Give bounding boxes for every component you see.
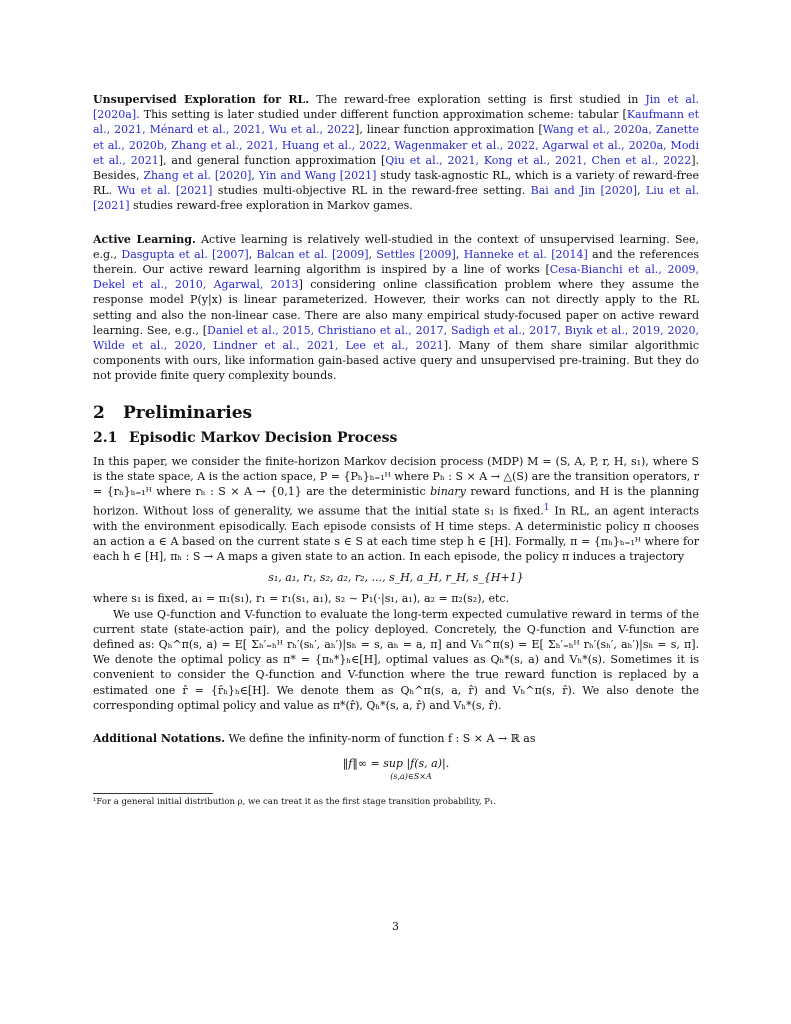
paragraph-text: studies multi-objective RL in the reward-free setting. (217, 184, 526, 198)
paragraph-text: study task-agnostic RL, which is a variety of reward-free RL. (93, 169, 700, 198)
paragraph-additional-notations (93, 731, 699, 746)
footnote: ¹For a general initial distribution ρ, we can treat it as the first stage transition probability, P₁. (93, 796, 497, 807)
paragraph-heading: Additional Notations. (93, 731, 226, 745)
subsection-heading (93, 431, 699, 446)
paragraph-text: ], and general function approximation [ (158, 153, 386, 167)
paragraph-heading: Unsupervised Exploration for RL. (93, 93, 310, 106)
citation-link[interactable]: Cesa-Bianchi et al., 2009, Dekel et al., 2010, Agarwal, 2013 (93, 263, 699, 292)
page-number: 3 (392, 920, 399, 933)
paragraph-text: We define the infinity-norm of function f : S × A → ℝ as (228, 731, 536, 745)
paragraph-trajectory-follow: where s₁ is fixed, a₁ = π₁(s₁), r₁ = r₁(s₁, a₁), s₂ ∼ P₁(·|s₁, a₁), a₂ = π₂(s₂), etc. (93, 592, 510, 606)
citation-link[interactable]: Kaufmann et al., 2021, Ménard et al., 2021, Wu et al., 2022 (93, 108, 699, 137)
citation-link[interactable]: Dasgupta et al. [2007] (121, 247, 249, 261)
paragraph-text: , (368, 247, 373, 261)
footnote-marker[interactable]: 1 (543, 501, 550, 513)
paragraph-text: , (248, 247, 253, 261)
subsection-title: Episodic Markov Decision Process (129, 429, 398, 446)
section-heading (93, 402, 699, 423)
paragraph-text: In RL, an agent interacts with the environment episodically. Each episode consists of H time steps. A deterministic policy π chooses an action a ∈ A based on the current state s ∈ S at each time step h ∈ [H]. Formally, π = {πₕ}ₕ₌₁ᴴ where for each h ∈ [H], πₕ : S → A maps a given state to an action. In each episode, the policy π induces a trajectory (93, 504, 699, 563)
equation-main: ‖f‖∞ = sup |f(s, a)|. (342, 757, 450, 771)
paragraph-q-v-functions: We use Q-function and V-function to evaluate the long-term expected cumulative reward in terms of the current state (state-action pair), and the policy deployed. Concretely, the Q-function and V-function are defined as: Qₕ^π(s, a) = E[ Σₕ′₌ₕᴴ rₕ′(sₕ′, aₕ′)|sₕ = s, aₕ = a, π] and Vₕ^π(s) = E[ Σₕ′₌ₕᴴ rₕ′(sₕ′, aₕ′)|sₕ = s, π]. We denote the optimal policy as π* = {πₕ*}ₕ∈[H], optimal values as Qₕ*(s, a) and Vₕ*(s). Sometimes it is convenient to consider the Q-function and V-function where the true reward function is replaced by a estimated one r̂ = {r̂ₕ}ₕ∈[H]. We denote them as Qₕ^π(s, a, r̂) and Vₕ^π(s, r̂). We also denote the corresponding optimal policy and value as π*(r̂), Qₕ*(s, a, r̂) and Vₕ*(s, r̂). (93, 607, 699, 712)
paragraph-text: ], linear function approximation [ (355, 123, 543, 137)
paragraph-text: Active learning is relatively well-studied in the context of unsupervised learning. See, e.g., (93, 232, 700, 261)
section-title: Preliminaries (123, 402, 253, 423)
equation-subscript: (s,a)∈S×A (390, 772, 432, 782)
subsection-number: 2.1 (93, 429, 118, 446)
paragraph-text: , (251, 169, 255, 183)
citation-link[interactable]: Zhang et al. [2020] (143, 169, 252, 183)
citation-link[interactable]: Hanneke et al. [2014] (463, 247, 588, 261)
citation-link[interactable]: Wu et al. [2021] (117, 184, 213, 198)
infinity-norm-equation (93, 756, 699, 784)
paragraph-unsupervised-exploration (93, 92, 699, 214)
citation-link[interactable]: Daniel et al., 2015, Christiano et al., 2017, Sadigh et al., 2017, Bıyık et al., 2019, 2020, Wilde et al., 2020, Lindner et al., 2021, Lee et al., 2021 (93, 323, 699, 353)
citation-link[interactable]: Balcan et al. [2009] (256, 247, 369, 261)
paragraph-heading: Active Learning. (93, 232, 196, 246)
paragraph-mdp-definition (93, 454, 699, 564)
page-body (93, 92, 699, 808)
paragraph-text: studies reward-free exploration in Markov games. (133, 199, 413, 213)
paragraph-text: ]. Many of them share similar algorithmic components with ours, like information gain-based active query and unsupervised pre-training. But they do not provide finite query complexity bounds. (93, 339, 699, 383)
citation-link[interactable]: Settles [2009] (376, 247, 456, 261)
paragraph-text: reward functions, and H is the planning horizon. Without loss of generality, we assume that the initial state s₁ is fixed. (93, 485, 699, 518)
citation-link[interactable]: Liu et al. [2021] (93, 184, 700, 213)
paragraph-text: ] considering online classification problem where they assume the response model P(y|x) is linear parameterized. However, their works can not directly apply to the RL setting and also the non-linear case. There are also many empirical study-focused paper on active reward learning. See, e.g., [ (93, 278, 699, 337)
paragraph-text: In this paper, we consider the finite-horizon Markov decision process (MDP) M = (S, A, P, r, H, s₁), where S is the state space, A is the action space, P = {Pₕ}ₕ₌₁ᴴ where Pₕ : S × A → △(S) are the transition operators, r = {rₕ}ₕ₌₁ᴴ where rₕ : S × A → {0,1} are the deterministic (93, 455, 699, 499)
paragraph-text: . This setting is later studied under different function approximation scheme: tabular [ (136, 108, 627, 122)
paragraph-text: The reward-free exploration setting is first studied in (316, 93, 639, 106)
citation-link[interactable]: Yin and Wang [2021] (258, 169, 377, 183)
citation-link[interactable]: Jin et al. [2020a] (93, 93, 700, 122)
paragraph-text: , (455, 247, 460, 261)
section-number: 2 (93, 402, 105, 423)
citation-link[interactable]: Bai and Jin [2020] (530, 184, 638, 198)
paragraph-text: ]. Besides, (93, 153, 699, 183)
citation-link[interactable]: Qiu et al., 2021, Kong et al., 2021, Chen et al., 2022 (385, 153, 692, 167)
footnote-divider (93, 793, 213, 794)
paragraph-active-learning (93, 232, 699, 384)
paragraph-text: , (637, 184, 641, 198)
citation-link[interactable]: Wang et al., 2020a, Zanette et al., 2020b, Zhang et al., 2021, Huang et al., 2022, Wagenmaker et al., 2022, Agarwal et al., 2020a, Modi et al., 2021 (93, 123, 699, 167)
trajectory-equation: s₁, a₁, r₁, s₂, a₂, r₂, ..., s_H, a_H, r_H, s_{H+1} (268, 571, 524, 585)
paragraph-text: and the references therein. Our active reward learning algorithm is inspired by a line of works [ (93, 247, 700, 277)
emphasis-text: binary (430, 485, 466, 499)
